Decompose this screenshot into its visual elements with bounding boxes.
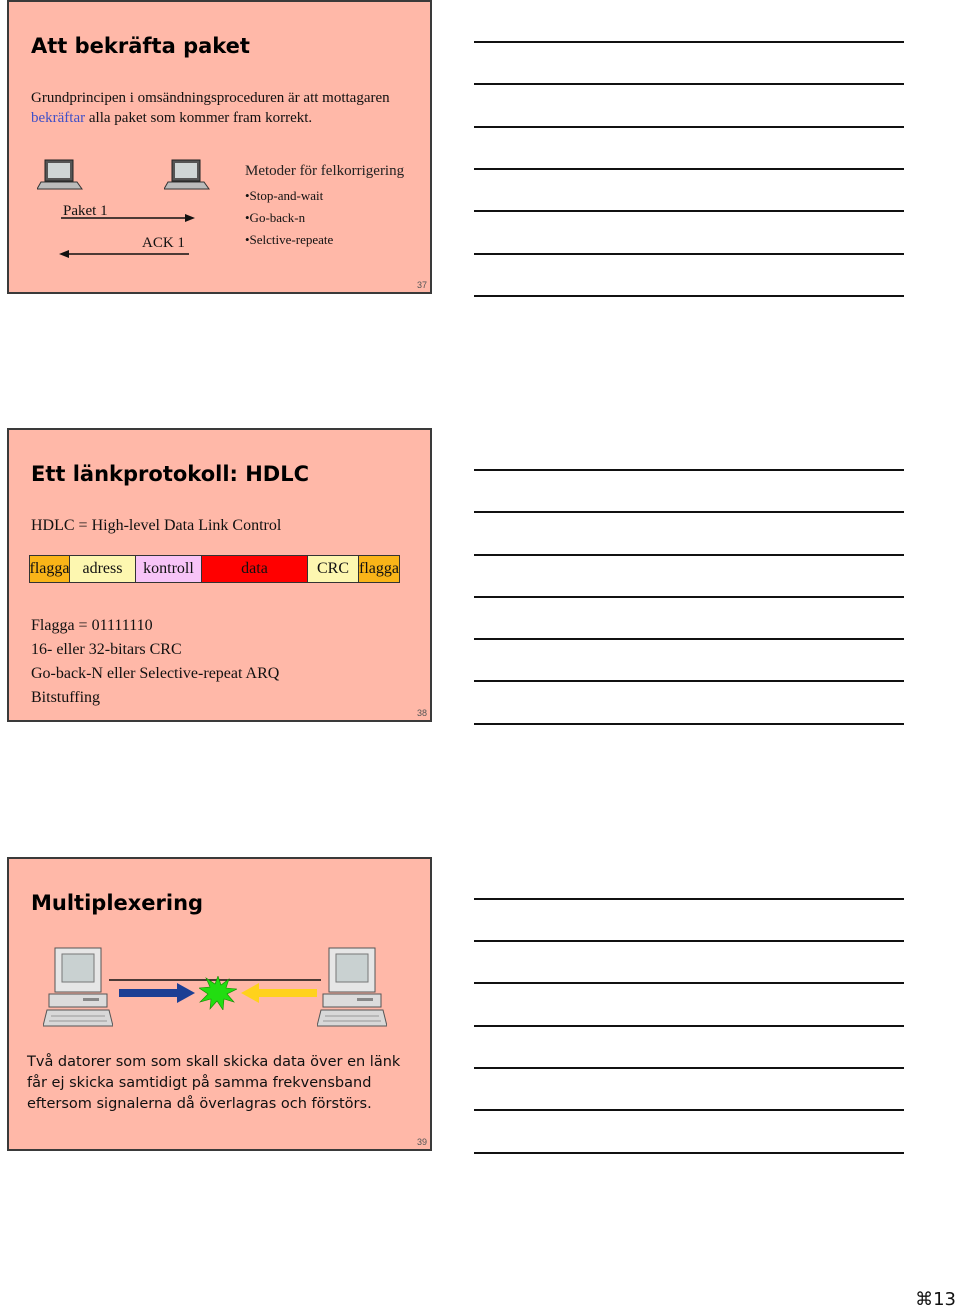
method-item: •Selctive-repeate: [245, 232, 334, 247]
fact-item: Flagga = 01111110: [31, 617, 153, 634]
fact-item: 16- eller 32-bitars CRC: [31, 641, 182, 658]
note-line: [474, 83, 904, 85]
note-line: [474, 596, 904, 598]
note-line: [474, 1067, 904, 1069]
note-line: [474, 1109, 904, 1111]
slide-number: 39: [416, 1137, 427, 1147]
note-line: [474, 1025, 904, 1027]
note-line: [474, 723, 904, 725]
page-marker: ⌘13: [915, 1289, 956, 1310]
methods-list: [245, 185, 333, 251]
note-line: [474, 982, 904, 984]
note-line: [474, 210, 904, 212]
intro-accent-text: bekräftar: [31, 110, 86, 126]
note-line: [474, 898, 904, 900]
note-line: [474, 126, 904, 128]
packet-label: Paket 1: [63, 203, 108, 219]
method-item: •Stop-and-wait: [245, 188, 324, 203]
frame-field-control: kontroll: [136, 555, 202, 583]
laptop-receiver-icon: [164, 159, 210, 191]
fact-item: Bitstuffing: [31, 689, 101, 706]
blue-arrow-right-icon: [119, 983, 195, 1003]
frame-field-address: adress: [70, 555, 136, 583]
slide-intro: [31, 88, 401, 128]
note-line: [474, 253, 904, 255]
slide-number: 37: [416, 280, 427, 290]
note-line: [474, 511, 904, 513]
laptop-sender-icon: [37, 159, 83, 191]
note-line: [474, 295, 904, 297]
slide-37: [7, 0, 432, 294]
slide-title: Ett länkprotokoll: HDLC: [31, 462, 310, 486]
hdlc-facts: [31, 614, 279, 710]
note-line: [474, 469, 904, 471]
slide-number: 38: [416, 708, 427, 718]
slide-39: [7, 857, 432, 1151]
slide-38: [7, 428, 432, 722]
note-line: [474, 940, 904, 942]
frame-field-flag-end: flagga: [359, 555, 400, 583]
desktop-computer-left-icon: [43, 946, 113, 1028]
intro-text-before: Grundprincipen i omsändningsproceduren är att mottagaren: [31, 90, 390, 106]
slide-title: Att bekräfta paket: [31, 34, 250, 58]
frame-field-flag-start: flagga: [29, 555, 70, 583]
note-line: [474, 1152, 904, 1154]
frame-field-data: data: [202, 555, 308, 583]
hdlc-definition: HDLC = High-level Data Link Control: [31, 517, 282, 534]
method-item: •Go-back-n: [245, 210, 306, 225]
slide-title: Multiplexering: [31, 891, 204, 915]
note-line: [474, 554, 904, 556]
desktop-computer-right-icon: [317, 946, 387, 1028]
intro-text-after: alla paket som kommer fram korrekt.: [85, 110, 313, 126]
note-line: [474, 680, 904, 682]
ack-label: ACK 1: [142, 235, 185, 251]
note-line: [474, 638, 904, 640]
frame-field-crc: CRC: [308, 555, 359, 583]
packet-arrow-right-icon: [59, 212, 197, 224]
multiplex-description: Två datorer som som skall skicka data över en länk får ej skicka samtidigt på samma frekvensband eftersom signalerna då överlagras och förstörs.: [27, 1054, 401, 1112]
collision-burst-icon: [199, 976, 237, 1010]
methods-heading: Metoder för felkorrigering: [245, 163, 405, 179]
note-line: [474, 168, 904, 170]
fact-item: Go-back-N eller Selective-repeat ARQ: [31, 665, 280, 682]
yellow-arrow-left-icon: [241, 983, 317, 1003]
ack-arrow-left-icon: [57, 248, 191, 260]
hdlc-frame: [29, 555, 400, 583]
note-line: [474, 41, 904, 43]
